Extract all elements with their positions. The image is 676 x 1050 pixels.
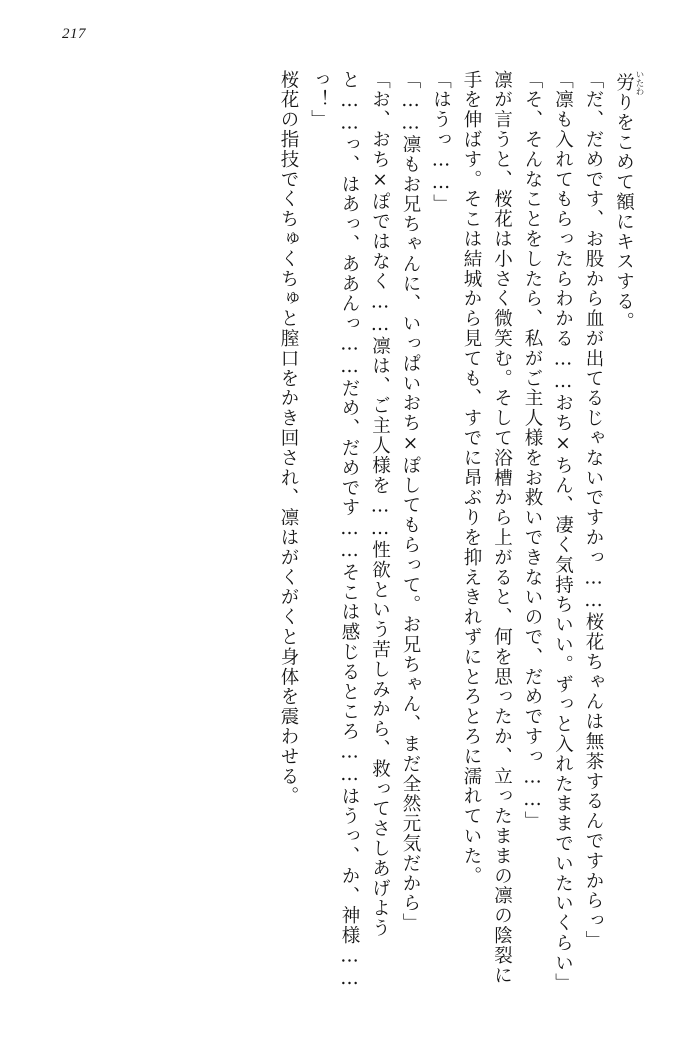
paragraph-7: 「……凛もお兄ちゃんに、いっぱいおち×ぽしてもらって。お兄ちゃん、まだ全然元気だから」 [400,70,421,934]
paragraph-4: 「そ、そんなことをしたら、私がご主人様をお救いできないので、だめですっ……」 [522,70,543,832]
paragraph-8: 「お、おち×ぽではなく……凛は、ご主人様を……性欲という苦しみから、救ってさしあげようと……っ、はあっ、ああんっ……だめ、だめです……そこは感じるところ……はうっ、か、神様……っ！」 [308,70,391,991]
paragraph-2: 「だ、だめです、お股から血が出てるじゃないですかっ……桜花ちゃんは無茶するんですからっ」 [583,70,604,951]
ruby-itawari: 労 いたわ [613,70,644,96]
paragraph-3: 「凛も入れてもらったらわかる……おち×ちん、凄く気持ちいい。ずっと入れたままでいたいくらい」 [552,70,574,993]
paragraph-9: 桜花の指技でくちゅくちゅと膣口をかき回され、凛はがくがくと身体を震わせる。 [278,70,299,807]
page-number: 217 [62,26,86,42]
paragraph-1-text: りをこめて額にキスする。 [613,92,635,332]
paragraph-6: 「はうっ……」 [430,70,452,215]
ruby-reading: いたわ [634,70,644,96]
paragraph-1 [608,70,644,1000]
paragraph-5: 凛が言うと、桜花は小さく微笑む。そして浴槽から上がると、何を思ったか、立ったままの凛の陰裂に手を伸ばす。そこは結城から見ても、すでに昂ぶりを抑えきれずにとろとろに濡れていた。 [461,70,513,986]
page-text-body [34,70,644,1000]
